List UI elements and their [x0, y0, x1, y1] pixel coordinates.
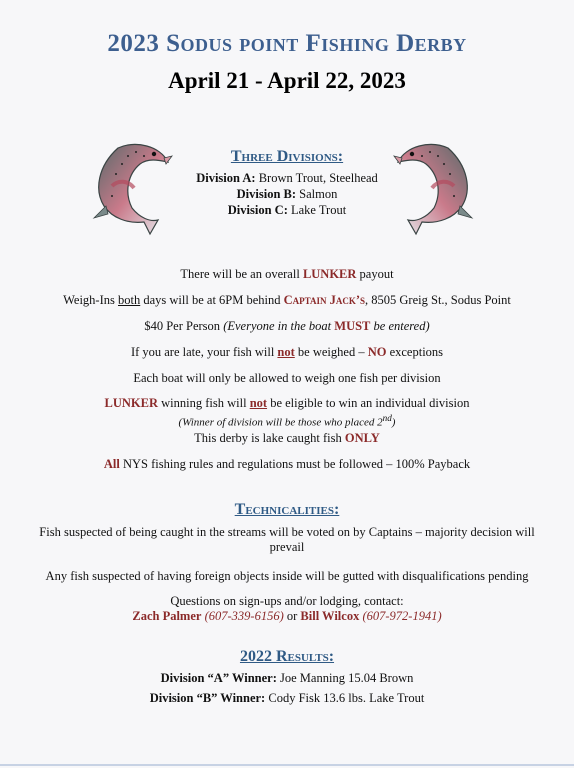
result-division-b: [0, 688, 574, 708]
rule-late: [0, 344, 574, 370]
rule-italic: be entered): [370, 319, 430, 333]
rule-note-text: ): [391, 416, 396, 429]
rule-lunker-eligibility: [0, 396, 574, 430]
division-b-line: [150, 186, 424, 202]
contact-or: or: [283, 609, 301, 623]
rule-weigh-ins: [0, 292, 574, 318]
result-a-label: Division “A” Winner:: [160, 671, 277, 685]
rule-lunker-payout: [0, 266, 574, 292]
tech-foreign-objects: Any fish suspected of having foreign objects inside will be gutted with disqualifications pending: [45, 569, 529, 583]
divisions-section: [150, 148, 424, 218]
rule-text: Weigh-Ins: [63, 293, 118, 307]
rule-emphasis: NO: [367, 345, 387, 359]
division-c-line: [150, 202, 424, 218]
rule-text: exceptions: [386, 345, 444, 359]
rule-emphasis: not: [277, 345, 295, 359]
rule-text: be eligible to win an individual division: [267, 396, 470, 410]
contact-intro: Questions on sign-ups and/or lodging, contact:: [170, 594, 404, 608]
rule-text: days will be at 6PM behind: [140, 293, 284, 307]
rule-lake-caught: [0, 430, 574, 456]
division-a-value: Brown Trout, Steelhead: [255, 171, 378, 185]
page-title: 2023 Sodus point Fishing Derby: [107, 30, 467, 57]
rule-emphasis: not: [249, 396, 268, 410]
result-division-a: [0, 668, 574, 688]
rule-entry-fee: [0, 318, 574, 344]
contact1-phone: (607-339-6156): [201, 609, 284, 623]
tech-streams: Fish suspected of being caught in the streams will be voted on by Captains – majority decision will prevail: [39, 525, 535, 554]
division-c-value: Lake Trout: [287, 203, 347, 217]
rule-emphasis: LUNKER: [302, 267, 357, 281]
rule-emphasis: All: [103, 457, 120, 471]
rule-lunker-note: [0, 411, 574, 431]
result-a-value: Joe Manning 15.04 Brown: [276, 671, 414, 685]
rules-section: [0, 266, 574, 482]
division-a-line: [150, 170, 424, 186]
event-dates: April 21 - April 22, 2023: [168, 68, 406, 93]
division-b-label: Division B:: [236, 187, 297, 201]
technicalities-heading: Technicalities:: [234, 501, 340, 518]
rule-text: winning fish will: [158, 396, 250, 410]
results-section: [0, 648, 574, 708]
result-b-value: Cody Fisk 13.6 lbs. Lake Trout: [265, 691, 425, 705]
results-heading: 2022 Results:: [239, 648, 335, 665]
contact-line: [0, 609, 574, 624]
rule-italic: (Everyone in the boat: [223, 319, 335, 333]
rule-emphasis: Captain Jack’s: [283, 293, 366, 307]
rule-emphasis: LUNKER: [104, 396, 159, 410]
result-b-label: Division “B” Winner:: [149, 691, 266, 705]
rule-text: NYS fishing rules and regulations must be followed – 100% Payback: [119, 457, 471, 471]
rule-text: be weighed –: [294, 345, 368, 359]
rule-text: If you are late, your fish will: [130, 345, 278, 359]
bottom-divider: [0, 764, 574, 766]
technicalities-section: [0, 501, 574, 624]
rule-text: This derby is lake caught fish: [194, 431, 345, 445]
contact2-name: Bill Wilcox: [300, 609, 360, 623]
rule-note-text: (Winner of division will be those who placed 2: [178, 416, 383, 429]
rule-emphasis: MUST: [334, 319, 371, 333]
rule-note-sup: nd: [382, 413, 392, 423]
rule-lunker-line: [0, 396, 574, 411]
division-c-label: Division C:: [227, 203, 288, 217]
divisions-heading: Three Divisions:: [230, 148, 344, 165]
rule-text: payout: [356, 267, 394, 281]
division-b-value: Salmon: [296, 187, 338, 201]
division-a-label: Division A:: [196, 171, 256, 185]
trout-icon: [390, 136, 478, 240]
contact2-phone: (607-972-1941): [359, 609, 442, 623]
rule-one-fish: Each boat will only be allowed to weigh one fish per division: [133, 371, 441, 385]
rule-text: There will be an overall: [180, 267, 303, 281]
rule-text: $40 Per Person: [144, 319, 224, 333]
rule-text: , 8505 Greig St., Sodus Point: [365, 293, 511, 307]
rule-nys-regulations: [0, 456, 574, 482]
rule-underline: both: [118, 293, 141, 307]
rule-emphasis: ONLY: [344, 431, 380, 445]
contact1-name: Zach Palmer: [132, 609, 202, 623]
